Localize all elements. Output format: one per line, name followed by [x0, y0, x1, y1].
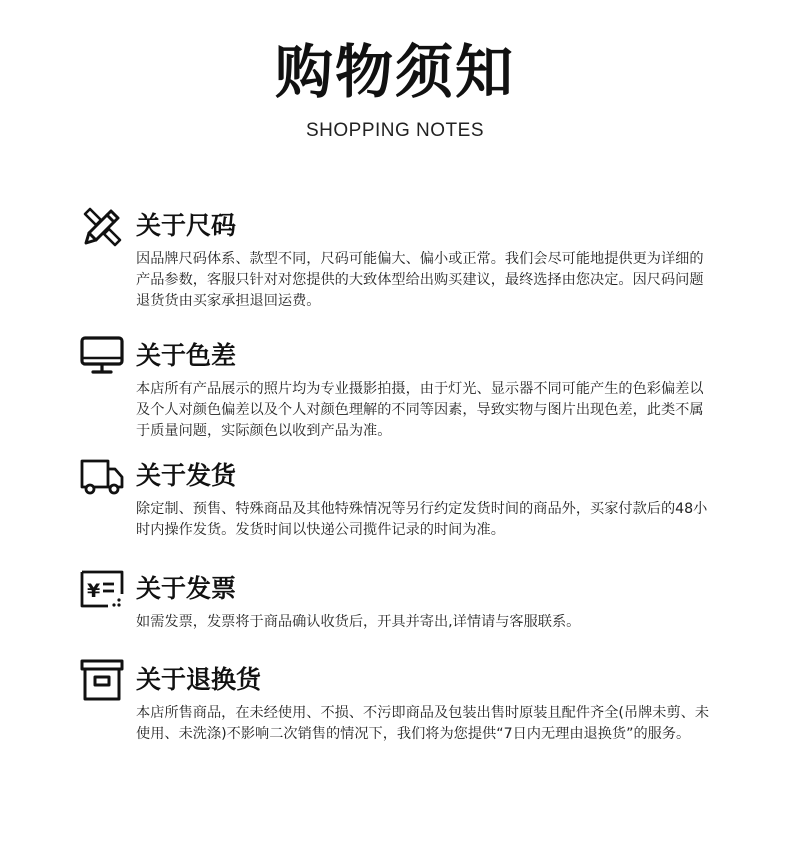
delivery-truck-icon	[80, 455, 124, 499]
section-body: 因品牌尺码体系、款型不同，尺码可能偏大、偏小或正常。我们会尽可能地提供更为详细的产品参数，客服只针对对您提供的大致体型给出购买建议，最终选择由您决定。因尺码问题退货货由买家承担退回运费。	[136, 251, 704, 309]
section-body: 本店所售商品，在未经使用、不损、不污即商品及包装出售时原装且配件齐全(吊牌未剪、未使用、未洗涤)不影响二次销售的情况下，我们将为您提供“7日内无理由退换货”的服务。	[136, 705, 710, 742]
monitor-icon	[80, 335, 124, 379]
section-heading: 关于退换货	[136, 665, 262, 694]
invoice-receipt-icon	[80, 568, 124, 612]
section-heading: 关于发票	[136, 574, 237, 603]
section-heading: 关于尺码	[136, 211, 237, 240]
return-box-icon	[80, 659, 124, 703]
page-subtitle: SHOPPING NOTES	[305, 120, 485, 141]
svg-text:¥: ¥	[87, 580, 101, 602]
section-heading: 关于发货	[136, 461, 237, 490]
section-body: 如需发票，发票将于商品确认收货后，开具并寄出,详情请与客服联系。	[136, 614, 581, 630]
section-body: 除定制、预售、特殊商品及其他特殊情况等另行约定发货时间的商品外，买家付款后的48小时内操作发货。发货时间以快递公司揽件记录的时间为准。	[136, 501, 708, 538]
section-body: 本店所有产品展示的照片均为专业摄影拍摄，由于灯光、显示器不同可能产生的色彩偏差以及个人对颜色偏差以及个人对颜色理解的不同等因素，导致实物与图片出现色差，此类不属于质量问题，实际颜色以收到产品为准。	[136, 381, 704, 439]
section-heading: 关于色差	[136, 341, 237, 370]
page-title: 购物须知	[274, 38, 515, 106]
ruler-pencil-icon	[80, 205, 124, 249]
